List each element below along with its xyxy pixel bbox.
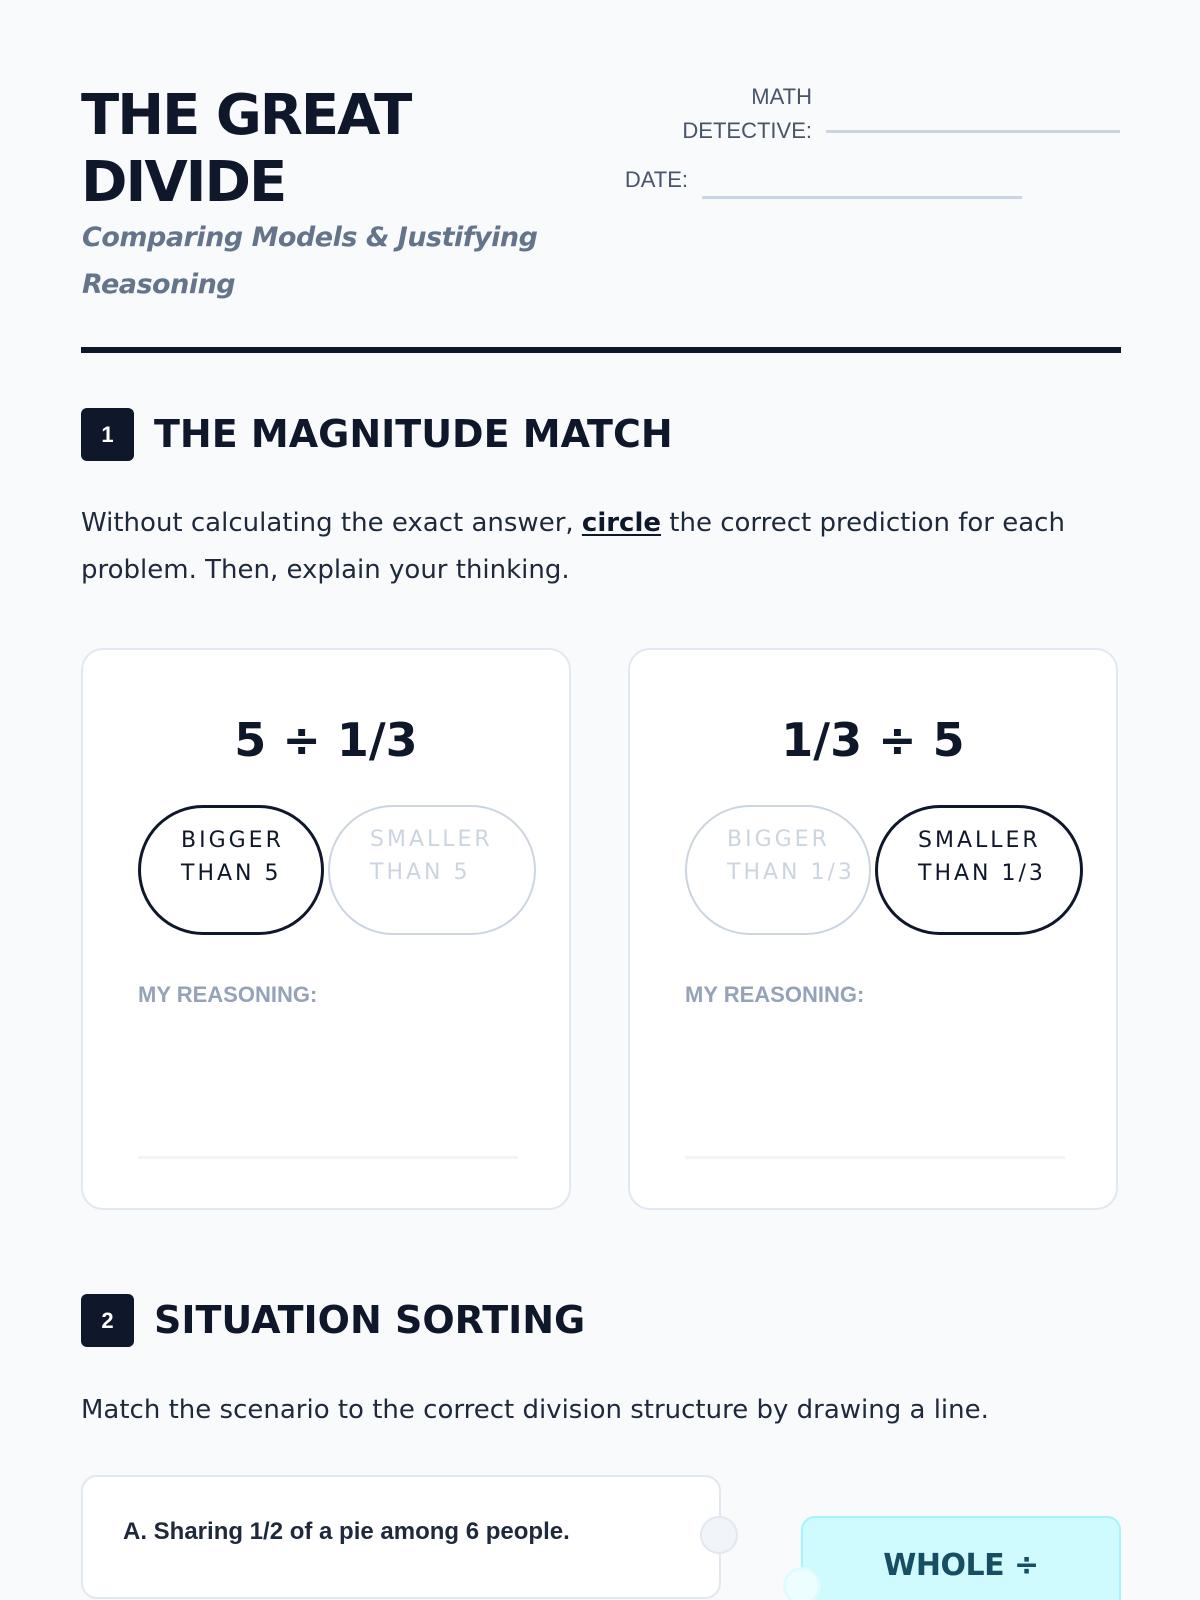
option-bigger-circled[interactable] (138, 805, 324, 935)
reasoning-input[interactable] (685, 1015, 1065, 1155)
section-1-title: THE MAGNITUDE MATCH (154, 412, 673, 456)
problem-expression: 1/3 ÷ 5 (781, 713, 965, 767)
scenario-a-connector-dot[interactable] (700, 1516, 738, 1554)
option-smaller[interactable] (328, 805, 536, 935)
problem-card-1 (81, 648, 571, 1210)
reasoning-label: MY REASONING: (138, 982, 318, 1007)
option-smaller-circled[interactable] (875, 805, 1083, 935)
instructions-text-start: Without calculating the exact answer, (81, 508, 582, 538)
option-smaller-label: SMALLER THAN 5 (370, 827, 493, 885)
reasoning-label: MY REASONING: (685, 982, 865, 1007)
date-field[interactable] (702, 196, 1022, 199)
option-smaller-label: SMALLER THAN 1/3 (918, 828, 1046, 886)
option-bigger[interactable] (685, 805, 871, 935)
reasoning-input[interactable] (138, 1015, 518, 1155)
reasoning-writing-line (685, 1156, 1065, 1159)
header-divider (81, 347, 1121, 353)
page-title: THE GREAT DIVIDE (81, 83, 411, 215)
date-label: DATE: (624, 167, 688, 192)
structure-card (801, 1516, 1121, 1600)
page-subtitle: Comparing Models & Justifying Reasoning (82, 222, 538, 300)
option-bigger-label: BIGGER THAN 1/3 (727, 827, 855, 885)
structure-connector-dot[interactable] (783, 1567, 821, 1600)
structure-text: WHOLE ÷ (883, 1548, 1039, 1583)
section-1-number-badge: 1 (81, 408, 134, 461)
section-2-title: SITUATION SORTING (154, 1298, 586, 1342)
scenario-card-a (81, 1475, 721, 1599)
problem-expression: 5 ÷ 1/3 (234, 713, 418, 767)
section-2-instructions: Match the scenario to the correct division structure by drawing a line. (81, 1395, 989, 1425)
scenario-text: A. Sharing 1/2 of a pie among 6 people. (123, 1518, 570, 1545)
section-2-number-badge: 2 (81, 1294, 134, 1347)
instructions-emphasis: circle (581, 508, 662, 538)
section-1-instructions (81, 500, 1121, 594)
problem-card-2 (628, 648, 1118, 1210)
detective-label: MATH DETECTIVE: (682, 84, 812, 143)
reasoning-writing-line (138, 1156, 518, 1159)
instructions-text-end: the correct prediction for each problem. Then, explain your thinking. (81, 508, 1065, 585)
detective-name-field[interactable] (826, 130, 1120, 133)
option-bigger-label: BIGGER THAN 5 (181, 828, 284, 886)
